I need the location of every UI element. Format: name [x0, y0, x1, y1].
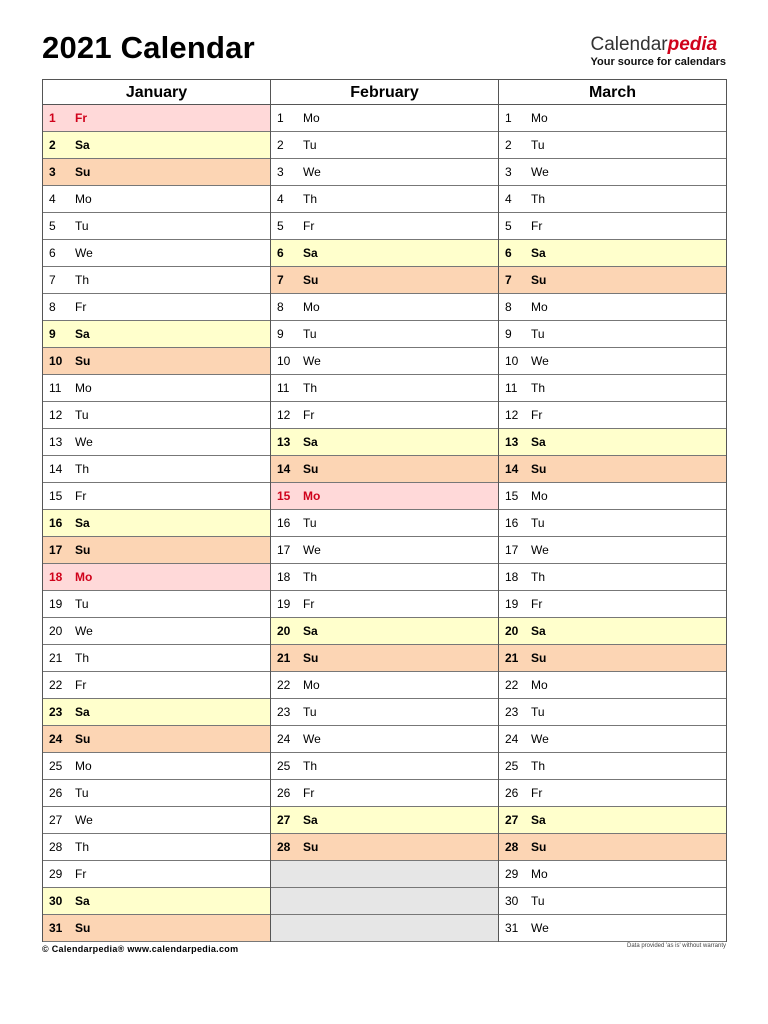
day-number: 17	[277, 543, 291, 557]
day-number: 8	[505, 300, 512, 314]
day-number: 9	[505, 327, 512, 341]
day-number: 17	[49, 543, 63, 557]
day-number: 25	[49, 759, 63, 773]
day-name: Tu	[303, 705, 317, 719]
day-number: 5	[505, 219, 512, 233]
day-name: We	[75, 813, 93, 827]
day-number: 18	[49, 570, 63, 584]
day-row	[499, 186, 726, 213]
day-name: Sa	[531, 246, 546, 260]
day-name: Su	[531, 651, 547, 665]
day-number: 21	[277, 651, 291, 665]
day-row	[43, 888, 270, 915]
month-column-january	[43, 80, 271, 942]
day-number: 21	[49, 651, 63, 665]
day-row	[499, 402, 726, 429]
day-row	[499, 699, 726, 726]
day-number: 7	[277, 273, 284, 287]
day-name: Mo	[531, 678, 548, 692]
day-name: Tu	[75, 786, 89, 800]
day-row	[43, 456, 270, 483]
day-row	[43, 726, 270, 753]
day-name: Sa	[75, 894, 90, 908]
day-row	[499, 618, 726, 645]
day-row	[499, 591, 726, 618]
day-name: Mo	[531, 111, 548, 125]
day-name: Su	[303, 651, 319, 665]
day-number: 8	[49, 300, 56, 314]
page-title: 2021 Calendar	[42, 30, 255, 65]
day-row	[271, 321, 498, 348]
day-row	[271, 132, 498, 159]
day-name: Fr	[303, 408, 315, 422]
day-name: Fr	[531, 408, 543, 422]
day-name: We	[75, 246, 93, 260]
day-number: 19	[277, 597, 291, 611]
day-row	[271, 456, 498, 483]
day-row	[271, 564, 498, 591]
day-row	[499, 888, 726, 915]
day-number: 4	[277, 192, 284, 206]
day-number: 2	[277, 138, 284, 152]
day-row	[271, 483, 498, 510]
day-number: 5	[49, 219, 56, 233]
day-row	[499, 753, 726, 780]
day-name: We	[531, 543, 549, 557]
day-name: Mo	[531, 489, 548, 503]
day-number: 4	[505, 192, 512, 206]
logo-brand-calendar: Calendar	[590, 34, 668, 55]
day-row	[43, 753, 270, 780]
day-number: 23	[505, 705, 519, 719]
day-name: Sa	[75, 516, 90, 530]
day-number: 23	[49, 705, 63, 719]
day-row	[499, 132, 726, 159]
day-row	[43, 213, 270, 240]
month-header: March	[499, 80, 726, 105]
day-number: 26	[277, 786, 291, 800]
day-name: Mo	[303, 111, 320, 125]
day-name: Tu	[531, 138, 545, 152]
day-row	[271, 267, 498, 294]
day-name: Th	[531, 192, 546, 206]
day-name: Sa	[303, 624, 318, 638]
day-number: 14	[277, 462, 291, 476]
day-row	[43, 618, 270, 645]
day-number: 26	[505, 786, 519, 800]
day-number: 22	[49, 678, 63, 692]
day-number: 14	[49, 462, 63, 476]
day-number: 19	[49, 597, 63, 611]
calendarpedia-logo	[590, 34, 726, 68]
day-name: Th	[531, 759, 546, 773]
day-number: 24	[277, 732, 291, 746]
day-number: 28	[505, 840, 519, 854]
day-name: Fr	[75, 111, 87, 125]
day-row	[43, 510, 270, 537]
day-number: 20	[505, 624, 519, 638]
day-name: Tu	[75, 597, 89, 611]
day-number: 22	[505, 678, 519, 692]
day-name: Th	[531, 570, 546, 584]
day-row	[43, 348, 270, 375]
day-name: We	[303, 732, 321, 746]
day-row	[499, 375, 726, 402]
footer-disclaimer: Data provided 'as is' without warranty	[626, 943, 726, 949]
day-name: Sa	[531, 624, 546, 638]
day-name: Fr	[531, 597, 543, 611]
day-row	[271, 753, 498, 780]
day-name: We	[75, 435, 93, 449]
day-name: Sa	[303, 435, 318, 449]
day-number: 18	[277, 570, 291, 584]
day-row	[271, 699, 498, 726]
day-number: 22	[277, 678, 291, 692]
day-row	[499, 726, 726, 753]
day-name: Fr	[531, 786, 543, 800]
day-name: Th	[303, 570, 318, 584]
day-number: 14	[505, 462, 519, 476]
day-number: 16	[277, 516, 291, 530]
day-number: 16	[505, 516, 519, 530]
day-row	[499, 780, 726, 807]
day-name: Sa	[303, 246, 318, 260]
day-name: We	[531, 165, 549, 179]
day-row	[271, 159, 498, 186]
day-name: Fr	[75, 489, 87, 503]
day-name: Fr	[303, 219, 315, 233]
month-columns	[43, 80, 727, 942]
day-number: 29	[49, 867, 63, 881]
day-name: Tu	[531, 894, 545, 908]
day-row	[43, 429, 270, 456]
day-number: 12	[277, 408, 291, 422]
day-number: 2	[505, 138, 512, 152]
day-row	[499, 267, 726, 294]
day-number: 30	[505, 894, 519, 908]
day-row	[271, 834, 498, 861]
day-row	[499, 456, 726, 483]
day-number: 18	[505, 570, 519, 584]
day-name: We	[303, 543, 321, 557]
day-number: 12	[49, 408, 63, 422]
day-number: 30	[49, 894, 63, 908]
day-number: 25	[505, 759, 519, 773]
day-row	[271, 591, 498, 618]
day-row	[499, 105, 726, 132]
day-row	[43, 672, 270, 699]
day-row	[43, 699, 270, 726]
day-name: Th	[75, 651, 90, 665]
month-column-march	[499, 80, 727, 942]
day-row	[499, 645, 726, 672]
day-row	[43, 564, 270, 591]
day-number: 1	[277, 111, 284, 125]
day-number: 1	[49, 111, 56, 125]
day-number: 25	[277, 759, 291, 773]
day-row	[271, 672, 498, 699]
day-row	[43, 321, 270, 348]
day-name: Th	[531, 381, 546, 395]
day-name: Mo	[531, 867, 548, 881]
day-number: 12	[505, 408, 519, 422]
day-row	[43, 267, 270, 294]
day-number: 1	[505, 111, 512, 125]
day-number: 10	[49, 354, 63, 368]
day-name: Th	[303, 759, 318, 773]
day-number: 24	[505, 732, 519, 746]
day-row	[499, 159, 726, 186]
day-number: 6	[49, 246, 56, 260]
day-name: Sa	[75, 327, 90, 341]
day-number: 15	[49, 489, 63, 503]
day-row	[43, 483, 270, 510]
day-row	[271, 240, 498, 267]
day-number: 10	[505, 354, 519, 368]
day-name: Tu	[531, 705, 545, 719]
logo-brand	[590, 34, 726, 56]
day-row	[499, 429, 726, 456]
day-row	[499, 537, 726, 564]
day-number: 29	[505, 867, 519, 881]
day-name: Su	[75, 543, 91, 557]
day-row	[43, 186, 270, 213]
day-row	[271, 780, 498, 807]
day-row	[43, 861, 270, 888]
day-name: Su	[303, 273, 319, 287]
day-row	[271, 402, 498, 429]
day-number: 27	[49, 813, 63, 827]
day-number: 6	[277, 246, 284, 260]
day-row	[499, 807, 726, 834]
day-name: Mo	[531, 300, 548, 314]
day-number: 4	[49, 192, 56, 206]
day-number: 9	[277, 327, 284, 341]
day-number: 8	[277, 300, 284, 314]
day-row	[43, 294, 270, 321]
day-name: Tu	[303, 516, 317, 530]
day-name: Mo	[303, 300, 320, 314]
day-number: 16	[49, 516, 63, 530]
day-number: 9	[49, 327, 56, 341]
day-name: We	[303, 354, 321, 368]
day-row	[499, 834, 726, 861]
day-number: 10	[277, 354, 291, 368]
day-name: We	[531, 354, 549, 368]
day-number: 21	[505, 651, 519, 665]
day-name: Tu	[531, 516, 545, 530]
day-row	[43, 159, 270, 186]
day-name: Fr	[303, 786, 315, 800]
day-name: Sa	[531, 813, 546, 827]
day-row	[43, 780, 270, 807]
day-name: We	[531, 732, 549, 746]
day-name: Th	[303, 381, 318, 395]
day-number: 7	[49, 273, 56, 287]
day-number: 28	[49, 840, 63, 854]
day-name: Th	[303, 192, 318, 206]
month-column-february	[271, 80, 499, 942]
day-row	[499, 321, 726, 348]
day-name: We	[303, 165, 321, 179]
day-number: 3	[505, 165, 512, 179]
day-row	[499, 294, 726, 321]
day-number: 6	[505, 246, 512, 260]
day-name: Su	[75, 165, 91, 179]
day-number: 2	[49, 138, 56, 152]
day-number: 27	[277, 813, 291, 827]
day-row	[43, 105, 270, 132]
day-row	[43, 645, 270, 672]
day-row	[499, 861, 726, 888]
day-number: 27	[505, 813, 519, 827]
day-row	[43, 807, 270, 834]
day-number: 13	[49, 435, 63, 449]
day-number: 23	[277, 705, 291, 719]
day-row	[499, 915, 726, 942]
day-name: Sa	[303, 813, 318, 827]
day-name: Mo	[75, 759, 92, 773]
day-number: 11	[505, 381, 518, 395]
empty-day-row	[271, 861, 498, 888]
day-row	[43, 591, 270, 618]
day-row	[271, 807, 498, 834]
day-row	[499, 483, 726, 510]
day-number: 20	[277, 624, 291, 638]
day-number: 20	[49, 624, 63, 638]
day-name: Tu	[531, 327, 545, 341]
day-number: 5	[277, 219, 284, 233]
day-name: Su	[75, 732, 91, 746]
day-row	[271, 294, 498, 321]
day-row	[43, 375, 270, 402]
day-name: Sa	[75, 138, 90, 152]
day-number: 28	[277, 840, 291, 854]
logo-tagline: Your source for calendars	[590, 56, 726, 68]
day-number: 24	[49, 732, 63, 746]
day-name: Mo	[75, 192, 92, 206]
day-name: Mo	[303, 489, 321, 503]
day-row	[43, 834, 270, 861]
day-number: 31	[49, 921, 63, 935]
day-name: Mo	[75, 381, 92, 395]
day-number: 13	[277, 435, 291, 449]
empty-day-row	[271, 915, 498, 942]
day-name: Fr	[531, 219, 543, 233]
month-header: February	[271, 80, 498, 105]
day-number: 13	[505, 435, 519, 449]
day-row	[271, 213, 498, 240]
day-name: Fr	[75, 678, 87, 692]
footer-copyright: © Calendarpedia® www.calendarpedia.com	[42, 944, 239, 954]
day-name: Mo	[303, 678, 320, 692]
day-name: Th	[75, 273, 90, 287]
day-name: Th	[75, 840, 90, 854]
day-number: 3	[277, 165, 284, 179]
day-name: Th	[75, 462, 90, 476]
day-name: Su	[75, 921, 91, 935]
day-number: 26	[49, 786, 63, 800]
day-number: 15	[277, 489, 291, 503]
day-name: Fr	[303, 597, 315, 611]
day-name: We	[531, 921, 549, 935]
day-number: 19	[505, 597, 519, 611]
day-name: Sa	[531, 435, 546, 449]
month-header: January	[43, 80, 270, 105]
day-row	[499, 564, 726, 591]
day-row	[43, 132, 270, 159]
day-name: Sa	[75, 705, 90, 719]
day-name: Tu	[75, 219, 89, 233]
day-name: Fr	[75, 300, 87, 314]
day-number: 15	[505, 489, 519, 503]
empty-day-row	[271, 888, 498, 915]
day-name: Tu	[75, 408, 89, 422]
day-row	[499, 240, 726, 267]
logo-brand-pedia: pedia	[667, 34, 718, 55]
day-row	[43, 537, 270, 564]
day-row	[271, 348, 498, 375]
day-row	[271, 726, 498, 753]
day-name: Mo	[75, 570, 93, 584]
day-row	[499, 213, 726, 240]
day-name: Tu	[303, 327, 317, 341]
day-row	[271, 105, 498, 132]
day-row	[271, 186, 498, 213]
day-row	[271, 375, 498, 402]
day-row	[499, 510, 726, 537]
day-number: 3	[49, 165, 56, 179]
day-number: 11	[277, 381, 290, 395]
day-row	[271, 618, 498, 645]
day-name: Su	[531, 840, 547, 854]
day-name: Tu	[303, 138, 317, 152]
day-name: Su	[531, 273, 547, 287]
day-row	[271, 510, 498, 537]
day-row	[271, 645, 498, 672]
day-number: 7	[505, 273, 512, 287]
day-number: 11	[49, 381, 62, 395]
day-row	[499, 672, 726, 699]
day-row	[43, 240, 270, 267]
day-row	[271, 537, 498, 564]
day-name: We	[75, 624, 93, 638]
day-name: Su	[75, 354, 91, 368]
day-number: 31	[505, 921, 519, 935]
day-name: Fr	[75, 867, 87, 881]
day-row	[43, 402, 270, 429]
day-name: Su	[303, 840, 319, 854]
day-row	[43, 915, 270, 942]
calendar-grid	[42, 79, 727, 942]
day-name: Su	[303, 462, 319, 476]
day-row	[499, 348, 726, 375]
day-name: Su	[531, 462, 547, 476]
day-row	[271, 429, 498, 456]
day-number: 17	[505, 543, 519, 557]
